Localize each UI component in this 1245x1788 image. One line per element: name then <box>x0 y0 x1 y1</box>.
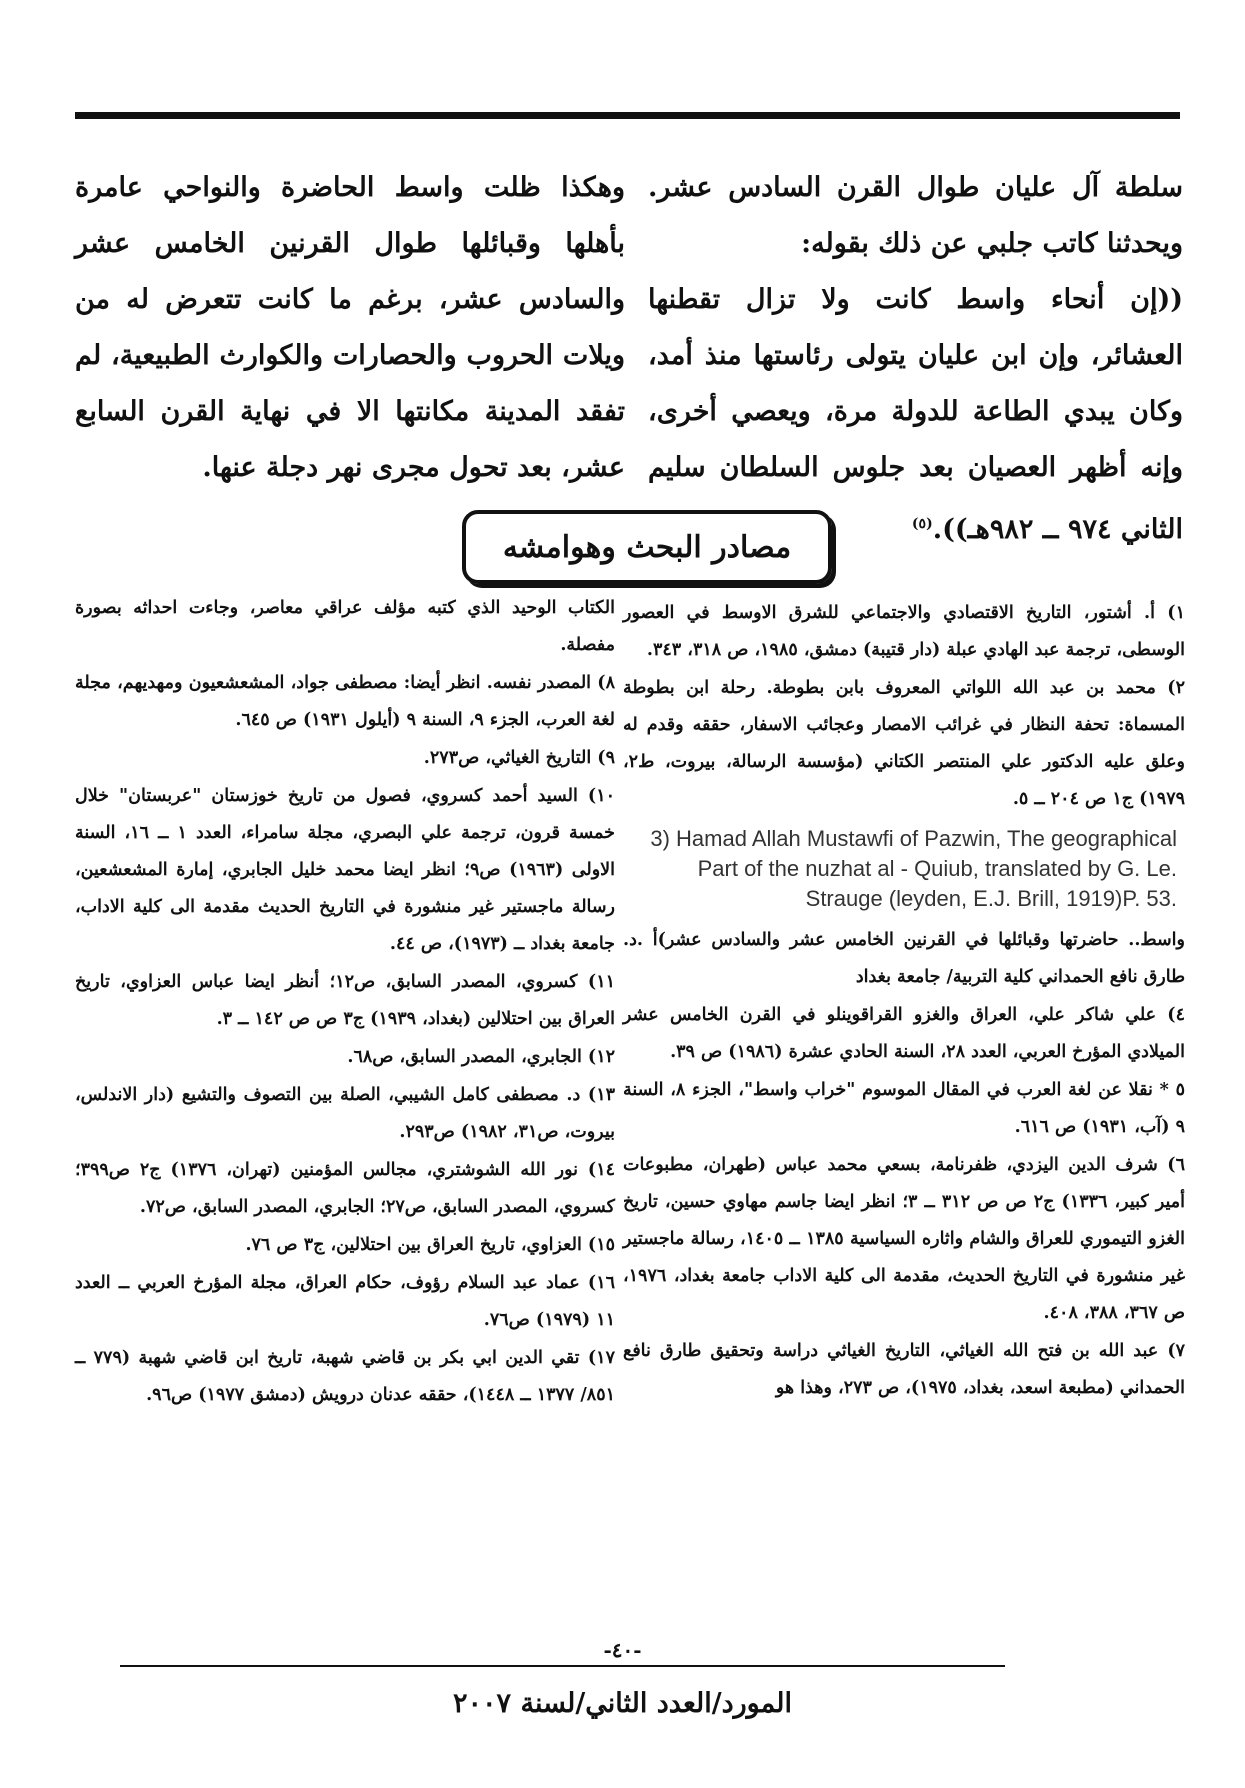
body-quote: ((إن أنحاء واسط كانت ولا تزال تقطنها العشائر، وإن ابن عليان يتولى رئاستها منذ أمد، وكان يبدي الطاعة للدولة مرة، ويعصي أخرى، وإنه أظهر العصيان بعد جلوس السلطان سليم الثاني ٩٧٤ ــ ٩٨٢هـ)). <box>648 284 1183 545</box>
footnote: ١٢) الجابري، المصدر السابق، ص٦٨. <box>347 1047 615 1067</box>
footer-rule <box>120 1665 1005 1667</box>
footnote: ١٥) العزاوي، تاريخ العراق بين احتلالين، ج٣ ص ٧٦. <box>245 1235 615 1255</box>
page-number: -٤٠- <box>603 1638 642 1662</box>
notes-left-column <box>75 590 615 1415</box>
footnote: ١) أ. أشتور، التاريخ الاقتصادي والاجتماعي للشرق الاوسط في العصور الوسطى، ترجمة عبد الهادي عبلة (دار قتيبة) دمشق، ١٩٨٥، ص ٣١٨، ٣٤٣. <box>623 603 1185 660</box>
footnote: ٥ * نقلا عن لغة العرب في المقال الموسوم "خراب واسط"، الجزء ٨، السنة ٩ (آب، ١٩٣١) ص ٦١٦. <box>623 1080 1185 1137</box>
body-text-left-column <box>75 160 625 496</box>
section-title: مصادر البحث وهوامشه <box>502 529 792 565</box>
top-rule <box>75 112 1180 119</box>
body-paragraph: سلطة آل عليان طوال القرن السادس عشر. ويحدثنا كاتب جلبي عن ذلك بقوله: <box>648 172 1183 259</box>
body-text-right-column <box>648 160 1183 558</box>
section-title-frame <box>462 510 832 584</box>
footnote: الكتاب الوحيد الذي كتبه مؤلف عراقي معاصر، وجاءت احداثه بصورة مفصلة. <box>75 598 615 655</box>
footnote: ١٤) نور الله الشوشتري، مجالس المؤمنين (تهران، ١٣٧٦) ج٢ ص٣٩٩؛ كسروي، المصدر السابق، ص٢٧؛ الجابري، المصدر السابق، ص٧٢. <box>75 1160 616 1217</box>
footnote: ٦) شرف الدين اليزدي، ظفرنامة، بسعي محمد عباس (طهران، مطبوعات أمير كبير، ١٣٣٦) ج٢ ص ص ٣١٢ ــ ٣؛ انظر ايضا جاسم مهاوي حسين، تاريخ الغزو التيموري للعراق والشام واثاره السياسية ١٣٨٥ ــ ١٤٠٥، رسالة ماجستير غير منشورة في التاريخ الحديث، مقدمة الى كلية الاداب جامعة بغداد، ١٩٧٦، ص ٣٦٧، ٣٨٨، ٤٠٨. <box>623 1155 1186 1323</box>
footnote: ٩) التاريخ الغياثي، ص٢٧٣. <box>423 748 615 768</box>
running-header-note: واسط.. حاضرتها وقبائلها في القرنين الخامس عشر والسادس عشر)أ .د. طارق نافع الحمداني كلية التربية/ جامعة بغداد <box>623 930 1185 987</box>
footnote-latin: 3) Hamad Allah Mustawfi of Pazwin, The geographical Part of the nuzhat al - Quiub, translated by G. Le. Strauge (leyden, E.J. Brill, 1919)P. 53. <box>650 826 1177 911</box>
footnote: ١٣) د. مصطفى كامل الشيبي، الصلة بين التصوف والتشيع (دار الاندلس، بيروت، ص٣١، ١٩٨٢) ص٢٩٣. <box>75 1085 615 1142</box>
body-paragraph: وهكذا ظلت واسط الحاضرة والنواحي عامرة بأهلها وقبائلها طوال القرنين الخامس عشر والسادس عشر، برغم ما كانت تتعرض له من ويلات الحروب والحصارات والكوارث الطبيعية، لم تفقد المدينة مكانتها الا في نهاية القرن السابع عشر، بعد تحول مجرى نهر دجلة عنها. <box>75 172 625 483</box>
footnote: ١٧) تقي الدين ابي بكر بن قاضي شهبة، تاريخ ابن قاضي شهبة (٧٧٩ ــ ٨٥١/ ١٣٧٧ ــ ١٤٤٨)، حققه عدنان درويش (دمشق ١٩٧٧) ص٩٦. <box>75 1348 615 1405</box>
footnote: ١٠) السيد أحمد كسروي، فصول من تاريخ خوزستان "عربستان" خلال خمسة قرون، ترجمة علي البصري، مجلة سامراء، العدد ١ ــ ١٦، السنة الاولى (١٩٦٣) ص٩؛ انظر ايضا محمد خليل الجابري، إمارة المشعشعين، رسالة ماجستير غير منشورة في التاريخ الحديث مقدمة الى كلية الاداب، جامعة بغداد ــ (١٩٧٣)، ص ٤٤. <box>75 786 615 954</box>
footnote: ٧) عبد الله بن فتح الله الغياثي، التاريخ الغياثي دراسة وتحقيق طارق نافع الحمداني (مطبعة اسعد، بغداد، ١٩٧٥)، ص ٢٧٣، وهذا هو <box>623 1341 1185 1398</box>
journal-footer: المورد/العدد الثاني/لسنة ٢٠٠٧ <box>453 1688 792 1719</box>
footnote: ٢) محمد بن عبد الله اللواتي المعروف بابن بطوطة. رحلة ابن بطوطة المسماة: تحفة النظار في غرائب الامصار وعجائب الاسفار، حققه وقدم له وعلق عليه الدكتور علي المنتصر الكتاني (مؤسسة الرسالة، بيروت، ط٢، ١٩٧٩) ج١ ص ٢٠٤ ــ ٥. <box>623 678 1185 809</box>
notes-right-column <box>623 595 1185 1408</box>
footnote-ref: (٥) <box>911 516 933 532</box>
footnote: ١١) كسروي، المصدر السابق، ص١٢؛ أنظر ايضا عباس العزاوي، تاريخ العراق بين احتلالين (بغداد، ١٩٣٩) ج٣ ص ص ١٤٢ ــ ٣. <box>75 972 616 1029</box>
footnote: ٨) المصدر نفسه. انظر أيضا: مصطفى جواد، المشعشعيون ومهديهم، مجلة لغة العرب، الجزء ٩، السنة ٩ (أيلول ١٩٣١) ص ٦٤٥. <box>75 673 615 730</box>
footnote: ١٦) عماد عبد السلام رؤوف، حكام العراق، مجلة المؤرخ العربي ــ العدد ١١ (١٩٧٩) ص٧٦. <box>75 1273 615 1330</box>
footnote: ٤) علي شاكر علي، العراق والغزو القراقوينلو في القرن الخامس عشر الميلادي المؤرخ العربي، العدد ٢٨، السنة الحادي عشرة (١٩٨٦) ص ٣٩. <box>623 1005 1185 1062</box>
